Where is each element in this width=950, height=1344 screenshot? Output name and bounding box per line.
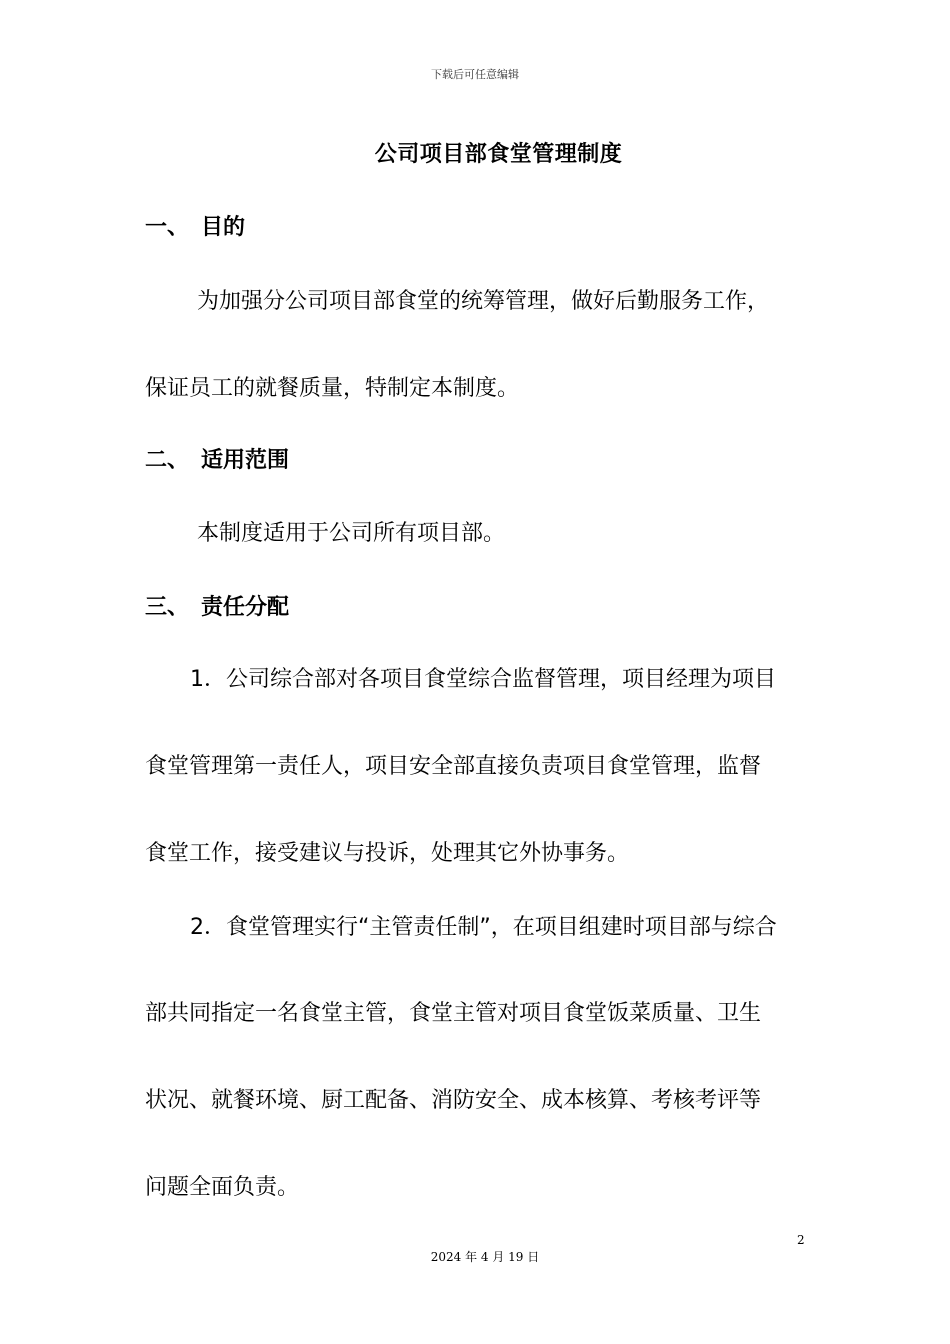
paragraph-line: 为加强分公司项目部食堂的统筹管理，做好后勤服务工作， bbox=[197, 289, 770, 314]
paragraph-line: 2．食堂管理实行“主管责任制”，在项目组建时项目部与综合 bbox=[190, 915, 777, 940]
paragraph-line: 食堂管理第一责任人，项目安全部直接负责项目食堂管理，监督 bbox=[145, 754, 762, 779]
section-title: 责任分配 bbox=[201, 595, 290, 620]
document-title: 公司项目部食堂管理制度 bbox=[374, 142, 623, 167]
paragraph-line: 本制度适用于公司所有项目部。 bbox=[197, 521, 506, 546]
section-number: 二、 bbox=[145, 448, 190, 473]
section-heading-purpose bbox=[145, 210, 245, 241]
footer-date: 2024 年 4 月 19 日 bbox=[430, 1250, 540, 1264]
paragraph-line: 状况、就餐环境、厨工配备、消防安全、成本核算、考核考评等 bbox=[145, 1088, 762, 1113]
section-number: 三、 bbox=[145, 595, 190, 620]
page-number: 2 bbox=[797, 1233, 805, 1247]
paragraph-line: 1．公司综合部对各项目食堂综合监督管理，项目经理为项目 bbox=[190, 667, 776, 692]
paragraph-line: 食堂工作，接受建议与投诉，处理其它外协事务。 bbox=[145, 841, 630, 866]
section-heading-scope bbox=[145, 443, 289, 474]
section-heading-responsibility bbox=[145, 590, 289, 621]
paragraph-line: 保证员工的就餐质量，特制定本制度。 bbox=[145, 376, 520, 401]
section-title: 目的 bbox=[201, 215, 246, 240]
paragraph-line: 问题全面负责。 bbox=[145, 1175, 300, 1200]
section-number: 一、 bbox=[145, 215, 190, 240]
header-note: 下载后可任意编辑 bbox=[431, 68, 519, 81]
paragraph-line: 部共同指定一名食堂主管，食堂主管对项目食堂饭菜质量、卫生 bbox=[145, 1001, 762, 1026]
section-title: 适用范围 bbox=[201, 448, 290, 473]
